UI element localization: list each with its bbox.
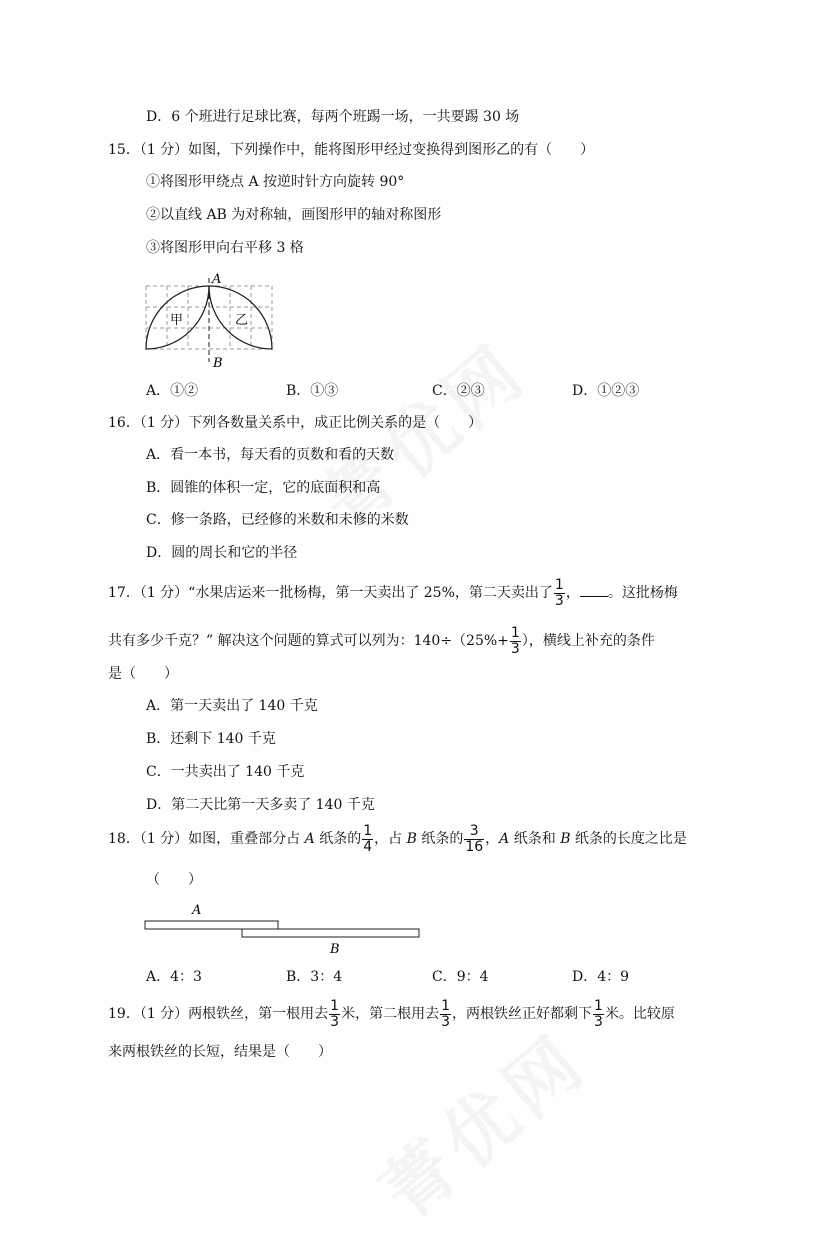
q18-option-c[interactable]: C．9：4 — [432, 969, 489, 985]
q16-option-c[interactable]: C．修一条路，已经修的米数和未修的米数 — [146, 512, 409, 528]
fraction: $\frac{1}{3}$ — [441, 997, 451, 1030]
watermark-2 — [355, 1005, 606, 1239]
q18-figure — [140, 898, 430, 958]
fraction: $\frac{1}{3}$ — [554, 576, 564, 609]
label-jia: 甲 — [170, 313, 184, 328]
q17-option-d[interactable]: D．第二天比第一天多卖了 140 千克 — [146, 797, 375, 813]
q15-op1: ①将图形甲绕点 A 按逆时针方向旋转 90° — [146, 174, 405, 190]
q17-option-a[interactable]: A．第一天卖出了 140 千克 — [146, 698, 318, 714]
fraction: $\frac{1}{3}$ — [510, 624, 520, 657]
fraction: $\frac{1}{3}$ — [330, 997, 340, 1030]
q15-option-a[interactable]: A．①② — [146, 383, 199, 399]
answer-blank — [580, 584, 608, 597]
label-yi: 乙 — [235, 313, 249, 328]
q16-option-a[interactable]: A．看一本书，每天看的页数和看的天数 — [146, 447, 395, 463]
q14-option-d: D．6 个班进行足球比赛，每两个班踢一场，一共要踢 30 场 — [146, 109, 520, 125]
q15-option-b[interactable]: B．①③ — [286, 383, 339, 399]
q15-op2: ②以直线 AB 为对称轴，画图形甲的轴对称图形 — [146, 207, 442, 223]
fraction: $\frac{3}{16}$ — [465, 822, 484, 855]
strip-b — [242, 929, 419, 937]
q19-line2: 来两根铁丝的长短，结果是（ ） — [108, 1044, 332, 1060]
q15-op3: ③将图形甲向右平移 3 格 — [146, 240, 304, 256]
strip-b-label: B — [330, 942, 340, 957]
q18-option-b[interactable]: B．3：4 — [286, 969, 343, 985]
q18-line2: （ ） — [146, 872, 202, 888]
q18-option-d[interactable]: D．4：9 — [572, 969, 630, 985]
q18-line1: 18．（1 分）如图，重叠部分占 A 纸条的 $\frac{1}{4}$ ，占 B 纸条的 $\frac{3}{16}$ ，A 纸条和 B 纸条的长度之比是 — [108, 822, 687, 855]
fraction: $\frac{1}{4}$ — [363, 822, 373, 855]
q15-figure — [140, 270, 280, 370]
q15-stem: 15．（1 分）如图，下列操作中，能将图形甲经过变换得到图形乙的有（ ） — [108, 142, 595, 158]
q15-option-d[interactable]: D．①②③ — [572, 383, 640, 399]
label-b: B — [213, 356, 223, 370]
q18-option-a[interactable]: A．4：3 — [146, 969, 202, 985]
strip-a — [145, 921, 278, 929]
fraction: $\frac{1}{3}$ — [594, 997, 603, 1030]
q15-option-c[interactable]: C．②③ — [432, 383, 485, 399]
q16-option-d[interactable]: D．圆的周长和它的半径 — [146, 545, 298, 561]
label-a: A — [212, 272, 222, 287]
q19-line1: 19．（1 分）两根铁丝，第一根用去 $\frac{1}{3}$ 米，第二根用去 $\frac{1}{3}$ ，两根铁丝正好都剩下 $\frac{1}{3}$ 米。比较原 — [108, 997, 675, 1030]
q17-line3: 是（ ） — [108, 666, 178, 682]
q16-option-b[interactable]: B．圆锥的体积一定，它的底面积和高 — [146, 480, 381, 496]
strip-a-label: A — [192, 903, 202, 918]
q17-option-b[interactable]: B．还剩下 140 千克 — [146, 731, 276, 747]
q17-option-c[interactable]: C．一共卖出了 140 千克 — [146, 764, 305, 780]
q17-line2: 共有多少千克？” 解决这个问题的算式可以列为：140÷（25%+ $\frac{1}{3}$ ），横线上补充的条件 — [108, 624, 655, 657]
q16-stem: 16．（1 分）下列各数量关系中，成正比例关系的是（ ） — [108, 415, 483, 431]
q17-line1: 17．（1 分）“水果店运来一批杨梅，第一天卖出了 25%，第二天卖出了 $\frac{1}{3}$ ， 。这批杨梅 — [108, 576, 678, 609]
